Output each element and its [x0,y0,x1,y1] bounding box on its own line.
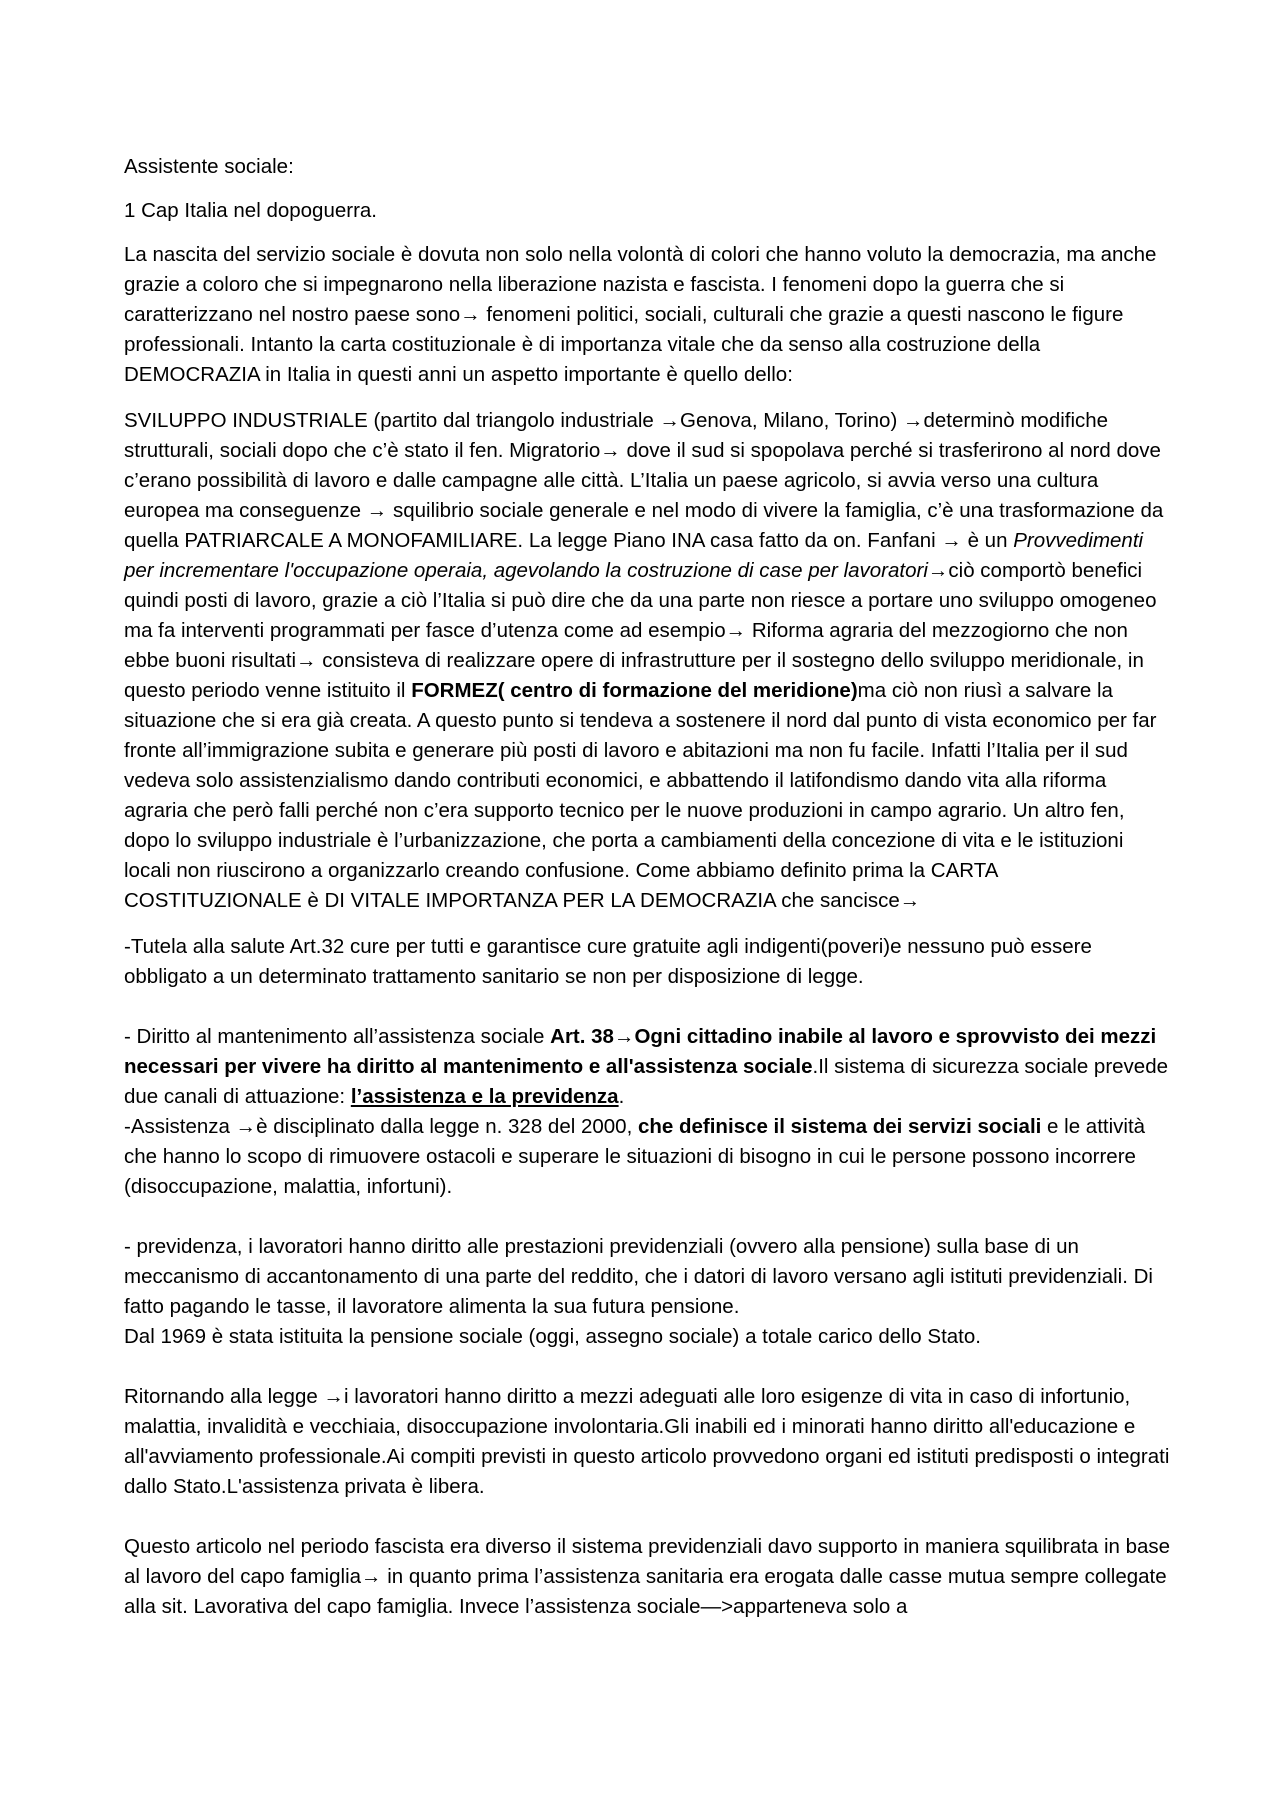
arrow-right-icon: → [323,1385,344,1408]
arrow-right-icon: → [600,439,621,462]
arrow-right-icon: → [941,529,962,552]
text-run: consisteva di realizzare opere di infrastrutture per il sostegno dello sviluppo meridionale, in questo periodo venne istituito il [124,649,1144,702]
paragraph-industrial-development [124,406,1174,916]
paragraph-intro [124,240,1174,390]
text-run: . [618,1085,625,1108]
text-run: Ritornando alla legge [124,1385,324,1408]
text-run: SVILUPPO INDUSTRIALE (partito dal triangolo industriale [124,409,660,432]
text-run: è un [961,529,1014,552]
document-page [124,152,1174,1622]
blank-line [124,1352,1174,1382]
bold-servizi-sociali: che definisce il sistema dei servizi sociali [637,1115,1042,1138]
arrow-right-icon: → [927,559,949,582]
paragraph-assistenza [124,1112,1174,1202]
arrow-right-icon: → [899,889,921,912]
arrow-right-icon: → [659,409,681,432]
arrow-right-icon: → [296,649,317,672]
text-run: determinò modifiche strutturali, sociali dopo che c’è stato il fen. Migratorio [124,409,1109,462]
paragraph-pensione-sociale: Dal 1969 è stata istituita la pensione sociale (oggi, assegno sociale) a totale carico dello Stato. [124,1325,981,1348]
chapter-heading: 1 Cap Italia nel dopoguerra. [124,199,378,222]
text-run: ma ciò non riusì a salvare la situazione che si era già creata. A questo punto si tendeva a sostenere il nord dal punto di vista economico per far fronte all’immigrazione subita e generare più posti di lavoro e abitazioni ma non fu facile. Infatti l’Italia per il sud vedeva solo assistenzialismo dando contributi economici, e abbattendo il latifondismo dando vita alla riforma agraria che però falli perché non c’era supporto tecnico per le nuove produzioni in campo agrario. Un altro fen, dopo lo sviluppo industriale è l’urbanizzazione, che porta a cambiamenti della concezione di vita e le istituzioni locali non riuscirono a organizzarlo creando confusione. Come abbiamo definito prima la CARTA COSTITUZIONALE è DI VITALE IMPORTANZA PER LA DEMOCRAZIA che sancisce [124,679,1157,912]
text-run: in quanto prima l’assistenza sanitaria era erogata dalle casse mutua sempre collegate alla sit. Lavorativa del capo famiglia. Invece l’assistenza sociale—>apparteneva solo a [124,1565,1167,1618]
bold-formez: FORMEZ( centro di formazione del meridione) [411,679,858,702]
arrow-right-icon: → [613,1025,635,1048]
document-title: Assistente sociale: [124,155,294,178]
arrow-right-icon: → [725,619,747,642]
bold-art-38-text: Ogni cittadino inabile al lavoro e sprovvisto dei mezzi necessari per vivere ha diritto al mantenimento e all'assistenza sociale [124,1025,1157,1078]
text-run: -Assistenza [124,1115,236,1138]
arrow-right-icon: → [361,1565,382,1588]
arrow-right-icon: → [460,303,481,326]
text-run: Genova, Milano, Torino) [680,409,903,432]
blank-line [124,1502,1174,1532]
text-run: .Il sistema di sicurezza sociale prevede due canali di attuazione: [124,1055,1169,1108]
arrow-right-icon: → [235,1115,257,1138]
text-run: e le attività che hanno lo scopo di rimuovere ostacoli e superare le situazioni di bisogno in cui le persone possono incorrere (disoccupazione, malattia, infortuni). [124,1115,1146,1198]
text-run: ciò comportò benefici quindi posti di lavoro, grazie a ciò l’Italia si può dire che da una parte non riesce a portare uno sviluppo omogeneo ma fa interventi programmati per fasce d’utenza come ad esempio [124,559,1157,642]
text-run: fenomeni politici, sociali, culturali che grazie a questi nascono le figure professionali. Intanto la carta costituzionale è di importanza vitale che da senso alla costruzione della DEMOCRAZIA in Italia in questi anni un aspetto importante è quello dello: [124,303,1124,386]
paragraph-fascist-period [124,1532,1174,1622]
text-run: Riforma agraria del mezzogiorno che non ebbe buoni risultati [124,619,1128,672]
arrow-right-icon: → [902,409,924,432]
blank-line [124,992,1174,1022]
text-run: Questo articolo nel periodo fascista era diverso il sistema previdenziali davo supporto in maniera squilibrata in base al lavoro del capo famiglia [124,1535,1171,1588]
arrow-right-icon: → [366,499,388,522]
paragraph-ritornando [124,1382,1174,1502]
bold-art-38: Art. 38 [550,1025,614,1048]
text-run: dove il sud si spopolava perché si trasferirono al nord dove c’erano possibilità di lavoro e dalle campagne alle città. L’Italia un paese agricolo, si avvia verso una cultura europea ma conseguenze [124,439,1161,522]
bold-underline-assistenza-previdenza: l’assistenza e la previdenza [350,1085,619,1108]
blank-line [124,1202,1174,1232]
paragraph-art-32: -Tutela alla salute Art.32 cure per tutti e garantisce cure gratuite agli indigenti(poveri)e nessuno può essere obbligato a un determinato trattamento sanitario se non per disposizione di legge. [124,935,1092,988]
text-run: La nascita del servizio sociale è dovuta non solo nella volontà di colori che hanno voluto la democrazia, ma anche grazie a coloro che si impegnarono nella liberazione nazista e fascista. I fenomeni dopo la guerra che si caratterizzano nel nostro paese sono [124,243,1157,326]
text-run: è disciplinato dalla legge n. 328 del 2000, [256,1115,638,1138]
text-run: - Diritto al mantenimento all’assistenza sociale [124,1025,551,1048]
text-run: i lavoratori hanno diritto a mezzi adeguati alle loro esigenze di vita in caso di infortunio, malattia, invalidità e vecchiaia, disoccupazione involontaria.Gli inabili ed i minorati hanno diritto all'educazione e all'avviamento professionale.Ai compiti previsti in questo articolo provvedono organi ed istituti predisposti o integrati dallo Stato.L'assistenza privata è libera. [124,1385,1170,1498]
text-run: squilibrio sociale generale e nel modo di vivere la famiglia, c’è una trasformazione da quella PATRIARCALE A MONOFAMILIARE. La legge Piano INA casa fatto da on. Fanfani [124,499,1164,552]
paragraph-previdenza: - previdenza, i lavoratori hanno diritto alle prestazioni previdenziali (ovvero alla pensione) sulla base di un meccanismo di accantonamento di una parte del reddito, che i datori di lavoro versano agli istituti previdenziali. Di fatto pagando le tasse, il lavoratore alimenta la sua futura pensione. [124,1235,1153,1318]
paragraph-art-38 [124,1022,1174,1112]
italic-quote: Provvedimenti per incrementare l'occupazione operaia, agevolando la costruzione di case per lavoratori [124,529,1144,582]
